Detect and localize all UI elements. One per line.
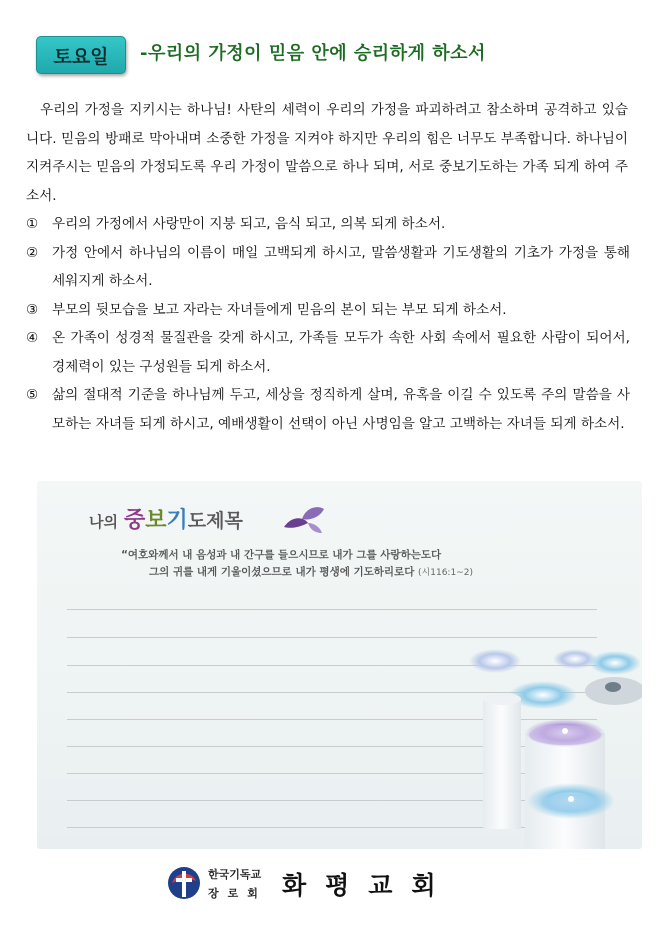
item-text: 온 가족이 성경적 물질관을 갖게 하시고, 가족들 모두가 속한 사회 속에서 필요한 사람이 되어서, 경제력이 있는 구성원들 되게 하소서.	[52, 330, 630, 375]
quote-reference: (시116:1~2)	[418, 568, 473, 578]
item-number: ②	[26, 244, 39, 261]
candles-image	[465, 641, 642, 849]
item-text: 부모의 뒷모습을 보고 자라는 자녀들에게 믿음의 본이 되는 부모 되게 하소서.	[52, 301, 507, 318]
list-item	[26, 381, 630, 438]
church-name: 화평교회	[282, 871, 455, 900]
list-item	[26, 210, 630, 239]
writing-line	[67, 637, 597, 638]
item-number: ⑤	[26, 387, 39, 403]
church-logo-icon	[166, 865, 204, 901]
petal-icon	[278, 501, 328, 535]
prayer-list	[26, 210, 630, 438]
org-line: 한국기독교	[208, 868, 262, 881]
day-badge: 토요일	[36, 36, 126, 74]
list-item	[26, 296, 630, 325]
org-line: 장로회	[208, 887, 267, 900]
item-number: ③	[26, 301, 39, 318]
denomination-name	[208, 865, 267, 903]
quote-line-text: 그의 귀를 내게 기울이셨으므로 내가 평생에 기도하리로다	[149, 566, 415, 578]
item-text: 삶의 절대적 기준을 하나님께 두고, 세상을 정직하게 살며, 유혹을 이길 수 있도록 주의 말씀을 사모하는 자녀들 되게 하시고, 예배생활이 선택이 아닌 사명임을 알고 고백하는 자녀들 되게 하소서.	[52, 387, 630, 432]
quote-line	[121, 564, 473, 582]
item-number: ④	[26, 330, 39, 346]
writing-line	[67, 609, 597, 610]
card-title-char: 중	[123, 508, 146, 533]
card-title-char: 보	[145, 508, 167, 533]
quote-line: “여호와께서 내 음성과 내 간구를 들으시므로 내가 그를 사랑하는도다	[121, 549, 442, 561]
card-title-char: 기	[166, 508, 188, 533]
prayer-note-card	[37, 481, 642, 849]
item-number: ①	[26, 216, 39, 232]
page-title: -우리의 가정이 믿음 안에 승리하게 하소서	[140, 43, 486, 64]
list-item	[26, 324, 630, 381]
list-item	[26, 239, 630, 296]
card-title-rest: 도제목	[187, 510, 243, 532]
item-text: 가정 안에서 하나님의 이름이 매일 고백되게 하시고, 말씀생활과 기도생활의 기초가 가정을 통해 세워지게 하소서.	[52, 244, 630, 289]
card-title-prefix: 나의	[89, 513, 118, 531]
bible-quote	[121, 547, 473, 582]
card-title	[89, 503, 243, 534]
item-text: 우리의 가정에서 사랑만이 지붕 되고, 음식 되고, 의복 되게 하소서.	[52, 216, 446, 232]
intro-text: 우리의 가정을 지키시는 하나님! 사탄의 세력이 우리의 가정을 파괴하려고 참소하며 공격하고 있습니다. 믿음의 방패로 막아내며 소중한 가정을 지켜야 하지만 우리의 힘은 너무도 부족합니다. 하나님이 지켜주시는 믿음의 가정되도록 우리 가정이 말씀으로 하나 되며, 서로 중보기도하는 가족 되게 하여 주소서.	[26, 102, 628, 204]
intro-paragraph	[26, 96, 628, 210]
